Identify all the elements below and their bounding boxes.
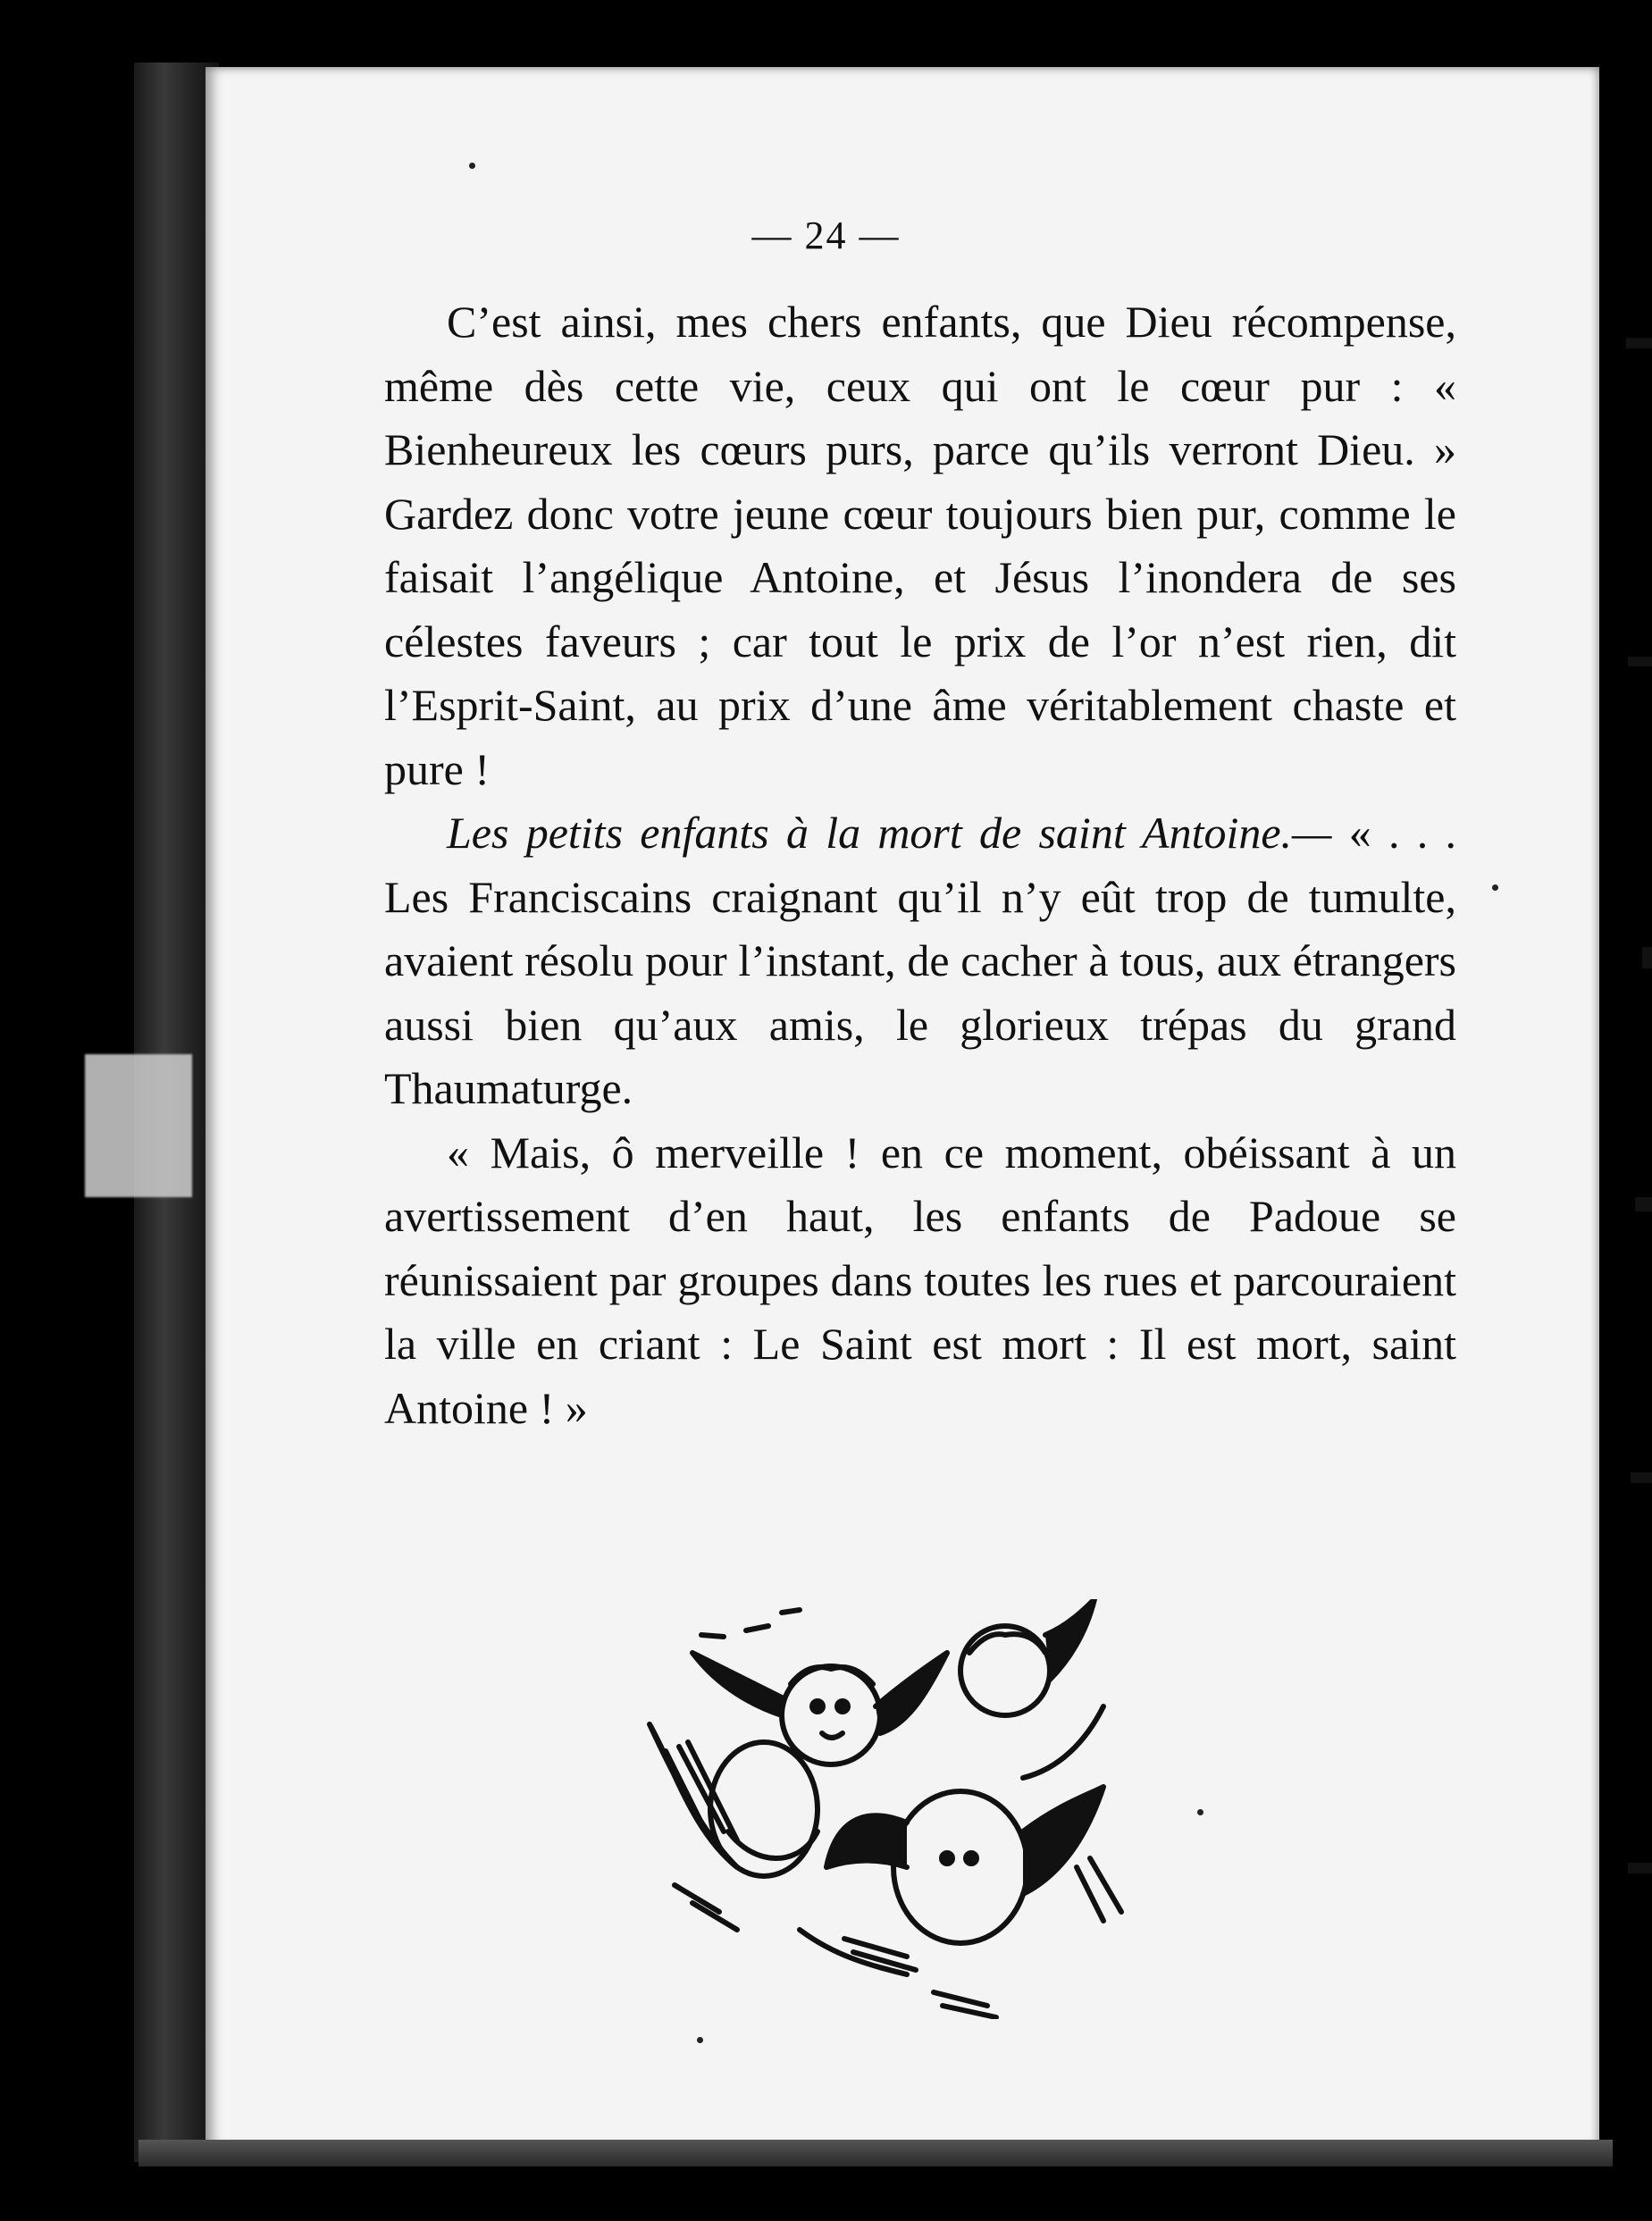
margin-mark (1628, 657, 1652, 666)
cherubs-vignette-icon (639, 1599, 1148, 2019)
page-speck (697, 2037, 703, 2043)
margin-mark (1642, 947, 1652, 968)
margin-mark (1631, 1472, 1652, 1483)
section-heading: Les petits enfants à la mort de saint Antoine.— (447, 808, 1332, 858)
margin-mark (1635, 1197, 1652, 1211)
paragraph-purity: C’est ainsi, mes chers enfants, que Dieu récompense, même dès cette vie, ceux qui ont le cœur pur : « Bienheureux les cœurs purs, parce qu’ils verront Dieu. » Gardez donc votre jeune cœur toujours bien pur, comme le faisait l’angélique Antoine, et Jésus l’inondera de ses célestes faveurs ; car tout le prix de l’or n’est rien, dit l’Esprit-Saint, au prix d’une âme véritablement chaste et pure ! (384, 297, 1456, 794)
page-speck (469, 163, 475, 169)
page-bottom-edge (138, 2140, 1613, 2167)
paragraph-body: « . . . Les Franciscains craignant qu’il n’y eût trop de tumulte, avaient résolu pour l’instant, de cacher à tous, aux étrangers aussi bien qu’aux amis, le glorieux trépas du grand Thaumaturge. (384, 808, 1457, 1113)
page-body (384, 290, 1456, 1440)
paragraph-marvel: « Mais, ô merveille ! en ce moment, obéissant à un avertissement d’en haut, les enfants de Padoue se réunissaient par groupes dans toutes les rues et parcouraient la ville en criant : Le Saint est mort : Il est mort, saint Antoine ! » (384, 1127, 1456, 1433)
tape-mark (85, 1054, 192, 1197)
margin-mark (1626, 338, 1652, 348)
margin-mark (1628, 1863, 1652, 1873)
page-speck (1197, 1809, 1203, 1815)
page-number: — 24 — (751, 214, 901, 257)
paragraph-children-death (384, 801, 1456, 1121)
page-speck (1492, 884, 1498, 891)
